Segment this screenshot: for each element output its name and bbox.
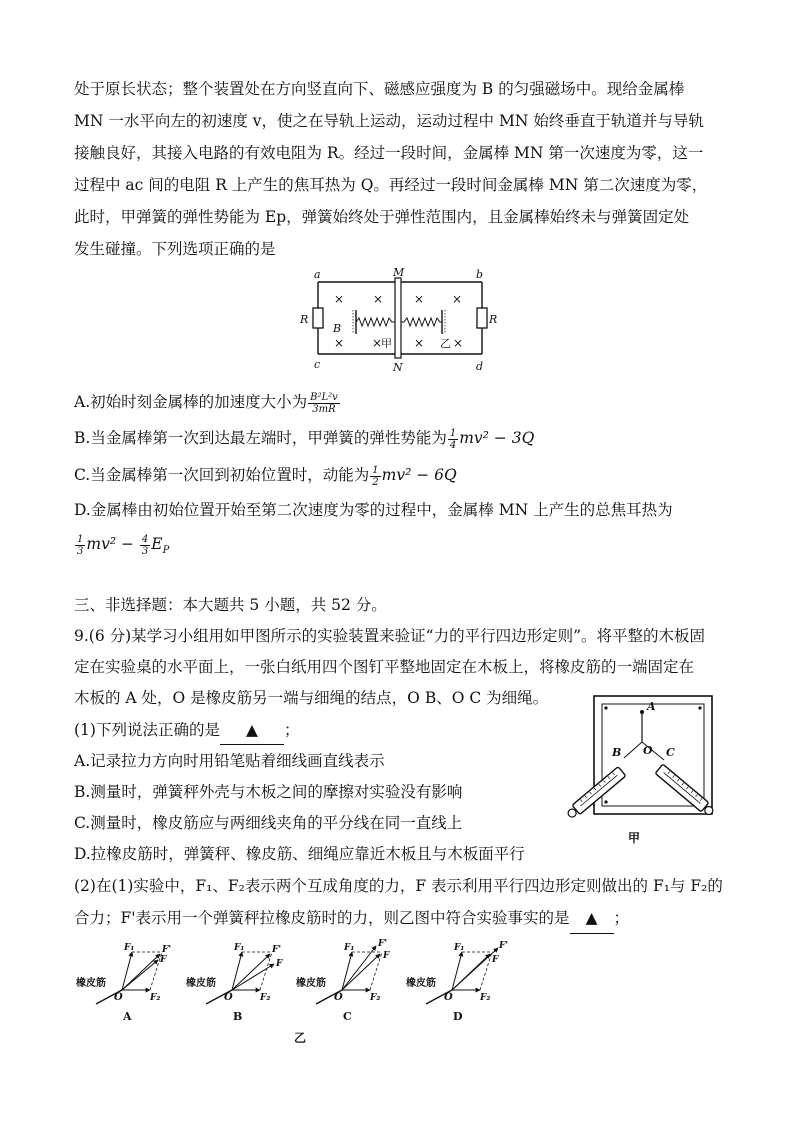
- label-N: N: [393, 361, 403, 374]
- option-C: [74, 461, 457, 489]
- q9-2-suffix: ；: [613, 909, 630, 927]
- choice-label: D: [453, 1010, 463, 1023]
- triangle-marker: ▲: [246, 721, 258, 739]
- option-B: [74, 424, 534, 452]
- choice-panel-D: [406, 941, 508, 1023]
- label-F1: F₁: [234, 943, 245, 953]
- option-D-line1: D.金属棒由初始位置开始至第二次速度为零的过程中，金属棒 MN 上产生的总焦耳热为: [74, 501, 673, 519]
- label-F-prime: F': [499, 941, 509, 951]
- intro-line-3: 接触良好，其接入电路的有效电阻为 R。经过一段时间，金属棒 MN 第一次速度为零，这一: [74, 144, 704, 162]
- option-A: [74, 388, 341, 416]
- q9-line-2: 定在实验桌的水平面上，一张白纸用四个图钉平整地固定在木板上，将橡皮筋的一端固定在: [74, 658, 695, 676]
- label-F1: F₁: [124, 943, 135, 953]
- cross-mark: ×: [372, 336, 383, 350]
- fraction-denominator: 4: [449, 439, 457, 451]
- label-O: O: [444, 992, 453, 1003]
- label-A: A: [647, 700, 656, 713]
- label-rubber: 橡皮筋: [76, 978, 106, 989]
- fraction: [308, 392, 340, 415]
- choice-label: B: [233, 1010, 243, 1023]
- q9-line-3: 木板的 A 处，O 是橡皮筋另一端与细绳的结点，O B、O C 为细绳。: [74, 689, 549, 707]
- q9-line-1: 9.(6 分)某学习小组用如甲图所示的实验装置来验证“力的平行四边形定则”。将平整的木板固: [74, 627, 706, 645]
- q9-1-suffix: ；: [283, 721, 300, 739]
- q9-1-option-C: C.测量时，橡皮筋应与两细线夹角的平分线在同一直线上: [74, 814, 463, 832]
- fraction: [370, 465, 380, 488]
- q9-1-option-A: A.记录拉力方向时用铅笔贴着细线画直线表示: [74, 752, 385, 770]
- intro-line-1: 处于原长状态；整个装置处在方向竖直向下、磁感应强度为 B 的匀强磁场中。现给金属棒: [74, 80, 685, 98]
- label-F2: F₂: [150, 993, 161, 1003]
- choice-panel-B: [186, 943, 283, 1023]
- triangle-marker: ▲: [585, 909, 598, 927]
- choice-panel-C: [296, 939, 390, 1023]
- label-B: B: [612, 746, 622, 759]
- q9-2-line-1: (2)在(1)实验中，F₁、F₂表示两个互成角度的力，F 表示利用平行四边形定则做出的 F₁与 F₂的: [74, 877, 723, 895]
- label-R-left: R: [300, 313, 309, 326]
- figure-yi-caption: 乙: [294, 1031, 307, 1045]
- label-spring-jia: 甲: [381, 337, 392, 350]
- label-F: F: [383, 951, 390, 961]
- label-F: F: [276, 959, 283, 969]
- q9-1-option-B: B.测量时，弹簧秤外壳与木板之间的摩擦对实验没有影响: [74, 783, 463, 801]
- label-F: F: [492, 955, 499, 965]
- label-O: O: [643, 744, 653, 757]
- fraction: [75, 534, 85, 557]
- choice-label: A: [123, 1010, 132, 1023]
- label-C: C: [666, 746, 675, 759]
- fraction-numerator: B²L²v: [310, 391, 338, 403]
- option-D-formula-E: E: [151, 535, 163, 553]
- q9-1-prefix: (1)下列说法正确的是: [74, 721, 220, 739]
- answer-blank[interactable]: [570, 903, 614, 934]
- intro-line-5: 此时，甲弹簧的弹性势能为 Ep，弹簧始终处于弹性范围内，且金属棒始终未与弹簧固定处: [74, 208, 690, 226]
- label-F2: F₂: [370, 993, 381, 1003]
- option-D-formula-sub: P: [162, 545, 170, 557]
- fraction-denominator: 3: [77, 545, 84, 557]
- cross-mark: ×: [452, 292, 463, 306]
- section-heading: 三、非选择题：本大题共 5 小题，共 52 分。: [74, 596, 387, 614]
- cross-mark: ×: [334, 336, 345, 350]
- label-O: O: [224, 992, 233, 1003]
- intro-line-4: 过程中 ac 间的电阻 R 上产生的焦耳热为 Q。再经过一段时间金属棒 MN 第二次速度为零，: [74, 176, 708, 194]
- q9-1-question: [74, 716, 299, 745]
- label-c: c: [314, 358, 321, 371]
- label-R-right: R: [489, 313, 498, 326]
- label-B-field: B: [333, 322, 342, 335]
- option-D-formula-mid: mv² −: [86, 535, 134, 553]
- label-M: M: [393, 266, 405, 279]
- fraction-numerator: 1: [372, 464, 379, 476]
- label-F2: F₂: [480, 993, 491, 1003]
- fraction: [448, 428, 458, 451]
- circuit-figure: [296, 266, 496, 380]
- label-rubber: 橡皮筋: [186, 978, 216, 989]
- cross-mark: ×: [453, 336, 464, 350]
- label-rubber: 橡皮筋: [296, 978, 326, 989]
- option-B-text: B.当金属棒第一次到达最左端时，甲弹簧的弹性势能为: [74, 429, 447, 447]
- fraction-numerator: 1: [77, 533, 84, 545]
- cross-mark: ×: [373, 292, 384, 306]
- label-rubber: 橡皮筋: [406, 978, 436, 989]
- cross-mark: ×: [414, 336, 425, 350]
- figure-jia-caption: 甲: [628, 831, 641, 845]
- intro-line-6: 发生碰撞。下列选项正确的是: [74, 240, 276, 258]
- label-O: O: [334, 992, 343, 1003]
- label-F1: F₁: [454, 943, 465, 953]
- figure-yi: [76, 938, 536, 1052]
- q9-1-option-D: D.拉橡皮筋时，弹簧秤、橡皮筋、细绳应靠近木板且与木板面平行: [74, 845, 525, 863]
- answer-blank[interactable]: [220, 716, 284, 745]
- label-F1: F₁: [344, 943, 355, 953]
- option-A-text: A.初始时刻金属棒的加速度大小为: [74, 393, 308, 411]
- label-F2: F₂: [260, 993, 271, 1003]
- label-b: b: [476, 268, 484, 281]
- intro-line-2: MN 一水平向左的初速度 v，使之在导轨上运动，运动过程中 MN 始终垂直于轨道并与导轨: [74, 112, 704, 130]
- label-d: d: [476, 360, 484, 373]
- choice-panel-A: [76, 943, 171, 1023]
- fraction-numerator: 1: [449, 427, 457, 439]
- fraction-denominator: 2: [372, 476, 379, 488]
- label-F: F: [160, 955, 167, 965]
- q9-2-line-2-text: 合力；F'表示用一个弹簧秤拉橡皮筋时的力，则乙图中符合实验事实的是: [74, 909, 570, 927]
- cross-mark: ×: [334, 292, 345, 306]
- label-F-prime: F': [162, 945, 172, 955]
- fraction-denominator: 3: [141, 545, 149, 557]
- label-F-prime: F': [272, 945, 282, 955]
- option-B-formula: mv² − 3Q: [459, 429, 535, 447]
- label-O: O: [114, 992, 123, 1003]
- label-F-prime: F': [378, 939, 388, 949]
- label-spring-yi: 乙: [440, 337, 451, 350]
- choice-label: C: [343, 1010, 352, 1023]
- fraction-numerator: 4: [141, 533, 149, 545]
- option-C-text: C.当金属棒第一次回到初始位置时，动能为: [74, 466, 370, 484]
- fraction: [140, 534, 150, 557]
- cross-mark: ×: [414, 292, 425, 306]
- q9-2-line-2: [74, 903, 724, 934]
- figure-jia: [566, 692, 716, 856]
- label-a: a: [314, 268, 321, 281]
- option-C-formula: mv² − 6Q: [381, 466, 457, 484]
- fraction-denominator: 3mR: [312, 403, 336, 415]
- option-D-line2: [74, 530, 169, 565]
